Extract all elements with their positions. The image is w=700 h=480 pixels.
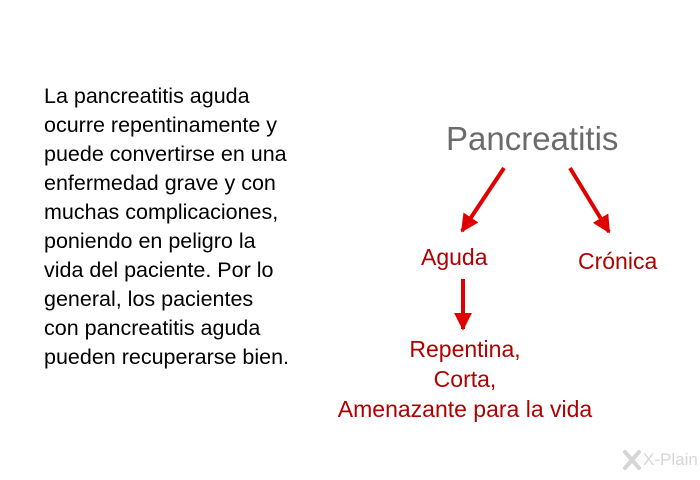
description-line: poniendo en peligro la: [44, 229, 256, 253]
x-plain-logo-text: X-Plain: [643, 450, 698, 469]
chronic-term: Crónica: [578, 248, 658, 274]
arrow-to-chronic: [570, 168, 609, 232]
description-line: puede convertirse en una: [44, 142, 287, 166]
root-term: Pancreatitis: [446, 120, 619, 157]
trait-life-threatening: Amenazante para la vida: [337, 396, 593, 422]
description-line: La pancreatitis aguda: [44, 84, 250, 108]
description-line: enfermedad grave y con: [44, 171, 276, 195]
trait-short: Corta,: [433, 366, 497, 392]
description-line: pueden recuperarse bien.: [44, 345, 290, 369]
description-line: muchas complicaciones,: [44, 200, 279, 224]
description-line: general, los pacientes: [44, 287, 254, 311]
x-plain-logo: [622, 449, 698, 471]
description-line: vida del paciente. Por lo: [44, 258, 274, 282]
x-plain-logo-icon: [622, 449, 642, 471]
acute-term: Aguda: [421, 244, 488, 270]
description-line: con pancreatitis aguda: [44, 316, 261, 340]
description-line: ocurre repentinamente y: [44, 113, 278, 137]
trait-sudden: Repentina,: [409, 336, 521, 362]
arrow-to-acute: [462, 168, 504, 231]
